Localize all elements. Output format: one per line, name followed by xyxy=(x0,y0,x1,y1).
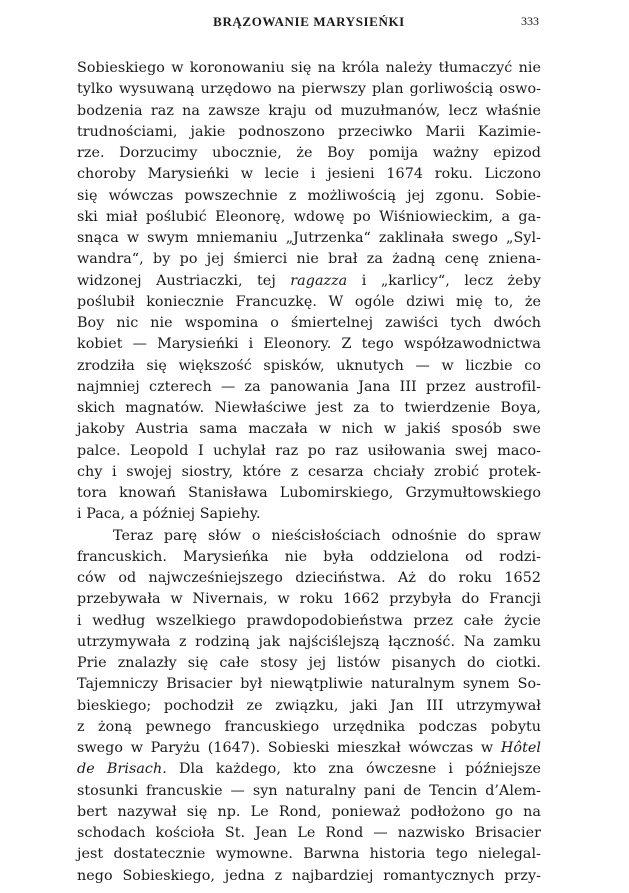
text-run: Dla każdego, kto zna ówczesne i późniejsze xyxy=(166,761,542,778)
text-line: Tajemniczy Brisacier był niewątpliwie naturalnym synem So- xyxy=(77,676,541,693)
text-line: wandra“, by po jej śmierci nie brał za żadną cenę zniena- xyxy=(77,251,541,268)
running-title: BRĄZOWANIE MARYSIEŃKI xyxy=(213,14,405,29)
text-line: ców od najwcześniejszego dzieciństwa. Aż do roku 1652 xyxy=(77,570,541,586)
text-line: nego Sobieskiego, jedna z najbardziej romantycznych przy- xyxy=(77,867,541,884)
text-line: przebywała w Nivernais, w roku 1662 przybyła do Francji xyxy=(77,591,541,608)
text-run: i „karlicy“, lecz żeby xyxy=(347,272,541,289)
text-line xyxy=(77,271,541,292)
italic-word: ragazza xyxy=(290,272,348,289)
text-line: kobiet — Marysieńki i Eleonory. Z tego współzawodnictwa xyxy=(77,336,541,353)
text-line: poślubił koniecznie Francuzkę. W ogóle dziwi mię to, że xyxy=(77,293,541,310)
text-line: jest dostatecznie wymowne. Barwna historia tego nielegal- xyxy=(77,846,541,863)
text-line: Sobieskiego w koronowaniu się na króla należy tłumaczyć nie xyxy=(77,60,541,76)
text-run: swego w Paryżu (1647). Sobieski mieszkał wówczas w xyxy=(77,740,501,756)
text-run: widzonej Austriaczki, tej xyxy=(77,272,291,289)
text-line: i według wszelkiego prawdopodobieństwa przez całe życie xyxy=(77,612,541,629)
text-line: stosunki francuskie — syn naturalny pani de Tencin d’Alem- xyxy=(77,782,541,799)
body-text xyxy=(77,58,541,887)
text-line: choroby Marysieńki w lecie i jesieni 1674 roku. Liczono xyxy=(77,166,541,183)
text-line: chy i swojej siostry, które z cesarza chciały zrobić protek- xyxy=(77,463,541,480)
text-line: tylko wysuwaną urzędowo na pierwszy plan gorliwością oswo- xyxy=(77,81,541,98)
text-line: Teraz parę słów o nieścisłościach odnośnie do spraw xyxy=(113,527,541,544)
text-line: zrodziła się większość spisków, uknutych — w liczbie co xyxy=(77,357,541,374)
text-line: Prie znalazły się całe stosy jej listów pisanych do ciotki. xyxy=(77,655,541,671)
text-line: utrzymywała z rodziną jak najściślejszą łączność. Na zamku xyxy=(77,633,541,650)
text-line: schodach kościoła St. Jean Le Rond — nazwisko Brisacier xyxy=(77,825,541,841)
text-line: się wówczas powszechnie z możliwością jej zgonu. Sobie- xyxy=(77,187,541,204)
text-line: najmniej czterech — za panowania Jana III przez austrofil- xyxy=(77,378,541,395)
text-line: skich magnatów. Niewłaściwe jest za to twierdzenie Boya, xyxy=(77,400,541,416)
text-line: snąca w swym mniemaniu „Jutrzenka“ zaklinała swego „Syl- xyxy=(77,230,541,246)
text-line: z żoną pewnego francuskiego urzędnika podczas pobytu xyxy=(77,718,541,735)
text-line: bieskiego; pochodził ze związku, jaki Jan III utrzymywał xyxy=(77,697,541,714)
text-line: jakoby Austria sama maczała w nich w jakiś sposób swe xyxy=(77,421,541,438)
text-line xyxy=(77,738,541,759)
page-header xyxy=(79,14,539,36)
text-line: bert nazywał się np. Le Rond, ponieważ podłożono go na xyxy=(77,803,541,820)
text-line xyxy=(77,759,541,780)
text-line: rze. Dorzucimy ubocznie, że Boy pomija ważny epizod xyxy=(77,145,541,161)
text-line: trudnościami, jakie podnoszono przeciwko Marii Kazimie- xyxy=(77,123,541,140)
text-line: ski miał poślubić Eleonorę, wdowę po Wiśniowieckim, a ga- xyxy=(77,208,541,225)
text-line: francuskich. Marysieńka nie była oddzielona od rodzi- xyxy=(77,548,541,565)
text-line: tora knowań Stanisława Lubomirskiego, Grzymułtowskiego xyxy=(77,485,541,501)
text-line: bodzenia raz na zawsze kraju od muzułmanów, lecz właśnie xyxy=(77,102,541,119)
italic-word: de Brisach. xyxy=(77,761,167,778)
italic-word: Hôtel xyxy=(500,740,541,756)
text-line: Boy nic nie wspomina o śmiertelnej zawiści tych dwóch xyxy=(77,315,541,331)
text-line: palce. Leopold I uchylał raz po raz usiłowania swej maco- xyxy=(77,442,541,459)
page-number: 333 xyxy=(521,14,539,28)
text-line: i Paca, a później Sapiehy. xyxy=(77,506,261,523)
